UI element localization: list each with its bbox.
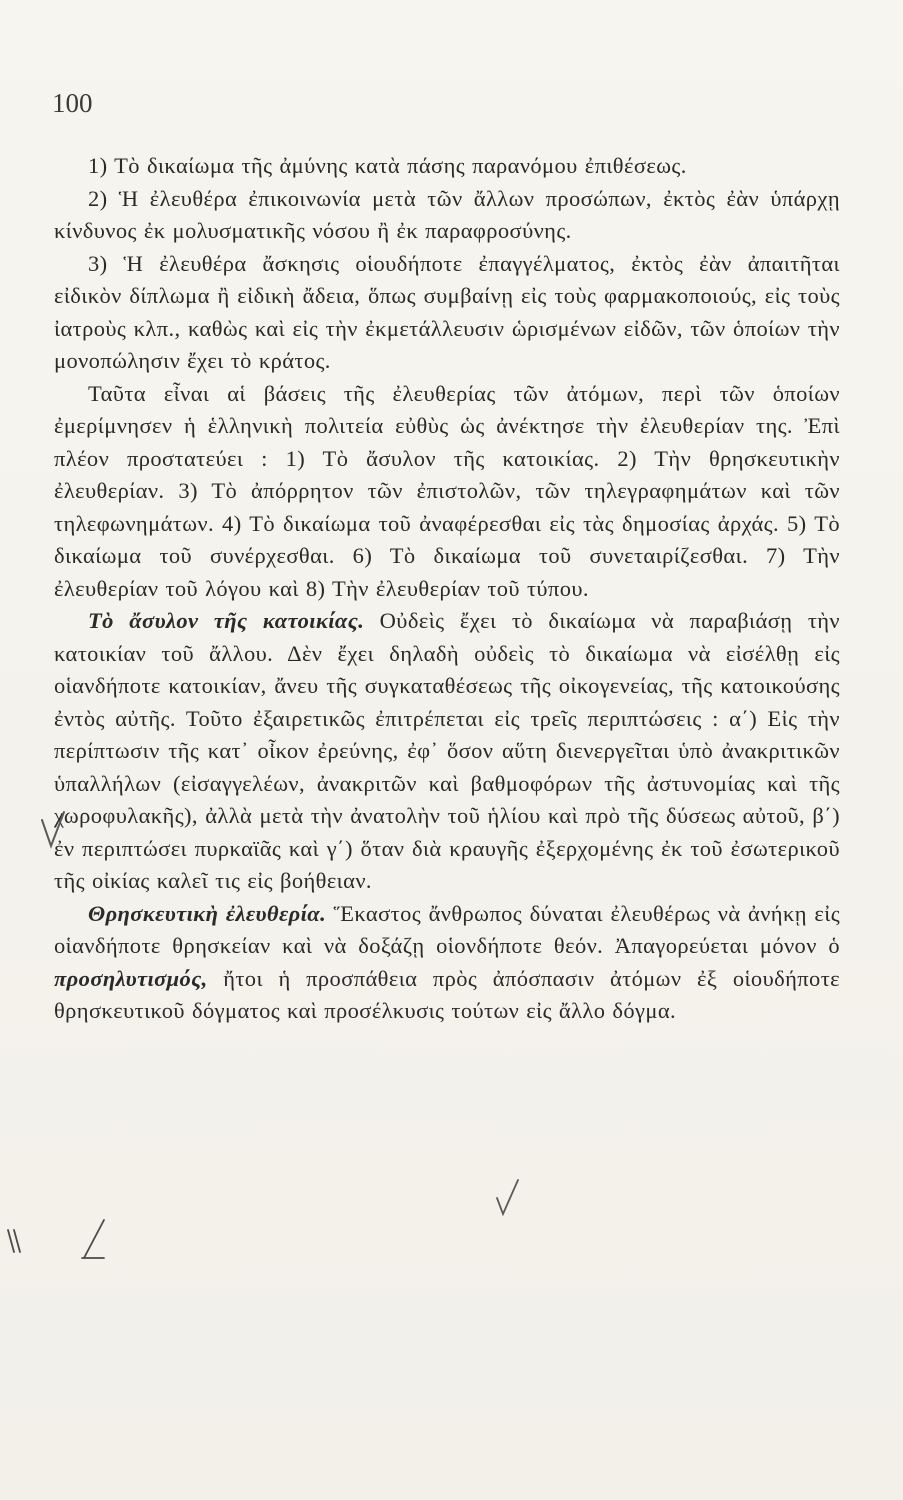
emphasis-proselytism: προσηλυτισμός, xyxy=(54,965,208,991)
paragraph-5 xyxy=(54,605,840,898)
section-heading-religious-freedom: Θρησκευτικὴ ἐλευθερία. xyxy=(88,900,327,926)
body-text xyxy=(54,150,840,1028)
section-heading-asylum: Τὸ ἄσυλον τῆς κατοικίας. xyxy=(88,608,365,633)
check-mark-icon xyxy=(494,1178,522,1218)
paragraph-4: Ταῦτα εἶναι αἱ βάσεις τῆς ἐλευθερίας τῶν ἀτόμων, περὶ τῶν ὁποίων ἐμερίμνησεν ἡ ἑλληνικὴ πολιτεία εὐθὺς ὡς ἀνέκτησε τὴν ἐλευθερίαν της. Ἐπὶ πλέον προστατεύει : 1) Τὸ ἄσυλον τῆς κατοικίας. 2) Τὴν θρησκευτικὴν ἐλευθερίαν. 3) Τὸ ἀπόρρητον τῶν ἐπιστολῶν, τῶν τηλεγραφημάτων καὶ τῶν τηλεφωνημάτων. 4) Τὸ δικαίωμα τοῦ ἀναφέρεσθαι εἰς τὰς δημοσίας ἀρχάς. 5) Τὸ δικαίωμα τοῦ συνέρχεσθαι. 6) Τὸ δικαίωμα τοῦ συνεταιρίζεσθαι. 7) Τὴν ἐλευθερίαν τοῦ λόγου καὶ 8) Τὴν ἐλευθερίαν τοῦ τύπου. xyxy=(54,380,840,601)
tally-mark-icon xyxy=(4,1228,24,1256)
paragraph-6-text-after: ἤτοι ἡ προσπάθεια πρὸς ἀπόσπασιν ἀτόμων ἐξ οἱουδήποτε θρησκευτικοῦ δόγματος καὶ προσέλκυσις τούτων εἰς ἄλλο δόγμα. xyxy=(54,965,840,1023)
check-mark-icon xyxy=(38,810,68,850)
paragraph-5-text: Οὐδεὶς ἔχει τὸ δικαίωμα νὰ παραβιάσῃ τὴν κατοικίαν τοῦ ἄλλου. Δὲν ἔχει δηλαδὴ οὐδεὶς τὸ δικαίωμα νὰ εἰσέλθῃ εἰς οἱανδήποτε κατοικίαν, ἄνευ τῆς συγκαταθέσεως τῆς οἰκογενείας, τῆς κατοικούσης ἐντὸς αὐτῆς. Τοῦτο ἐξαιρετικῶς ἐπιτρέπεται εἰς τρεῖς περιπτώσεις : α΄) Εἰς τὴν περίπτωσιν τῆς κατ᾽ οἶκον ἐρεύνης, ἐφ᾽ ὅσον αὕτη διενεργεῖται ὑπὸ ἀνακριτικῶν ὑπαλλήλων (εἰσαγγελέων, ἀνακριτῶν καὶ βαθμοφόρων τῆς ἀστυνομίας καὶ τῆς χωροφυλακῆς), ἀλλὰ μετὰ τὴν ἀνατολὴν τοῦ ἡλίου καὶ πρὸ τῆς δύσεως αὐτοῦ, β΄) ἐν περιπτώσει πυρκαϊᾶς καὶ γ΄) ὅταν διὰ κραυγῆς ἐξερχομένης ἐκ τοῦ ἐσωτερικοῦ τῆς οἰκίας καλεῖ τις εἰς βοήθειαν. xyxy=(54,608,840,893)
paragraph-2: 2) Ἡ ἐλευθέρα ἐπικοινωνία μετὰ τῶν ἄλλων προσώπων, ἐκτὸς ἐὰν ὑπάρχῃ κίνδυνος ἐκ μολυσματικῆς νόσου ἢ ἐκ παραφροσύνης. xyxy=(54,185,840,243)
slash-mark-icon xyxy=(78,1218,108,1262)
paragraph-3: 3) Ἡ ἐλευθέρα ἄσκησις οἱουδήποτε ἐπαγγέλματος, ἐκτὸς ἐὰν ἀπαιτῆται εἰδικὸν δίπλωμα ἢ εἰδικὴ ἄδεια, ὅπως συμβαίνῃ εἰς τοὺς φαρμακοποιούς, εἰς τοὺς ἰατροὺς κλπ., καθὼς καὶ εἰς τὴν ἐκμετάλλευσιν ὡρισμένων εἰδῶν, τῶν ὁποίων τὴν μονοπώλησιν ἔχει τὸ κράτος. xyxy=(54,250,840,373)
paragraph-1: 1) Τὸ δικαίωμα τῆς ἀμύνης κατὰ πάσης παρανόμου ἐπιθέσεως. xyxy=(88,153,687,178)
paragraph-6-text-before: Ἕκαστος ἄνθρωπος δύναται ἐλευθέρως νὰ ἀνήκῃ εἰς οἱανδήποτε θρησκείαν καὶ νὰ δοξάζῃ οἱονδήποτε θεόν. Ἀπαγορεύεται μόνον ὁ xyxy=(54,900,841,958)
paragraph-6 xyxy=(54,898,840,1028)
page-number: 100 xyxy=(52,88,93,118)
